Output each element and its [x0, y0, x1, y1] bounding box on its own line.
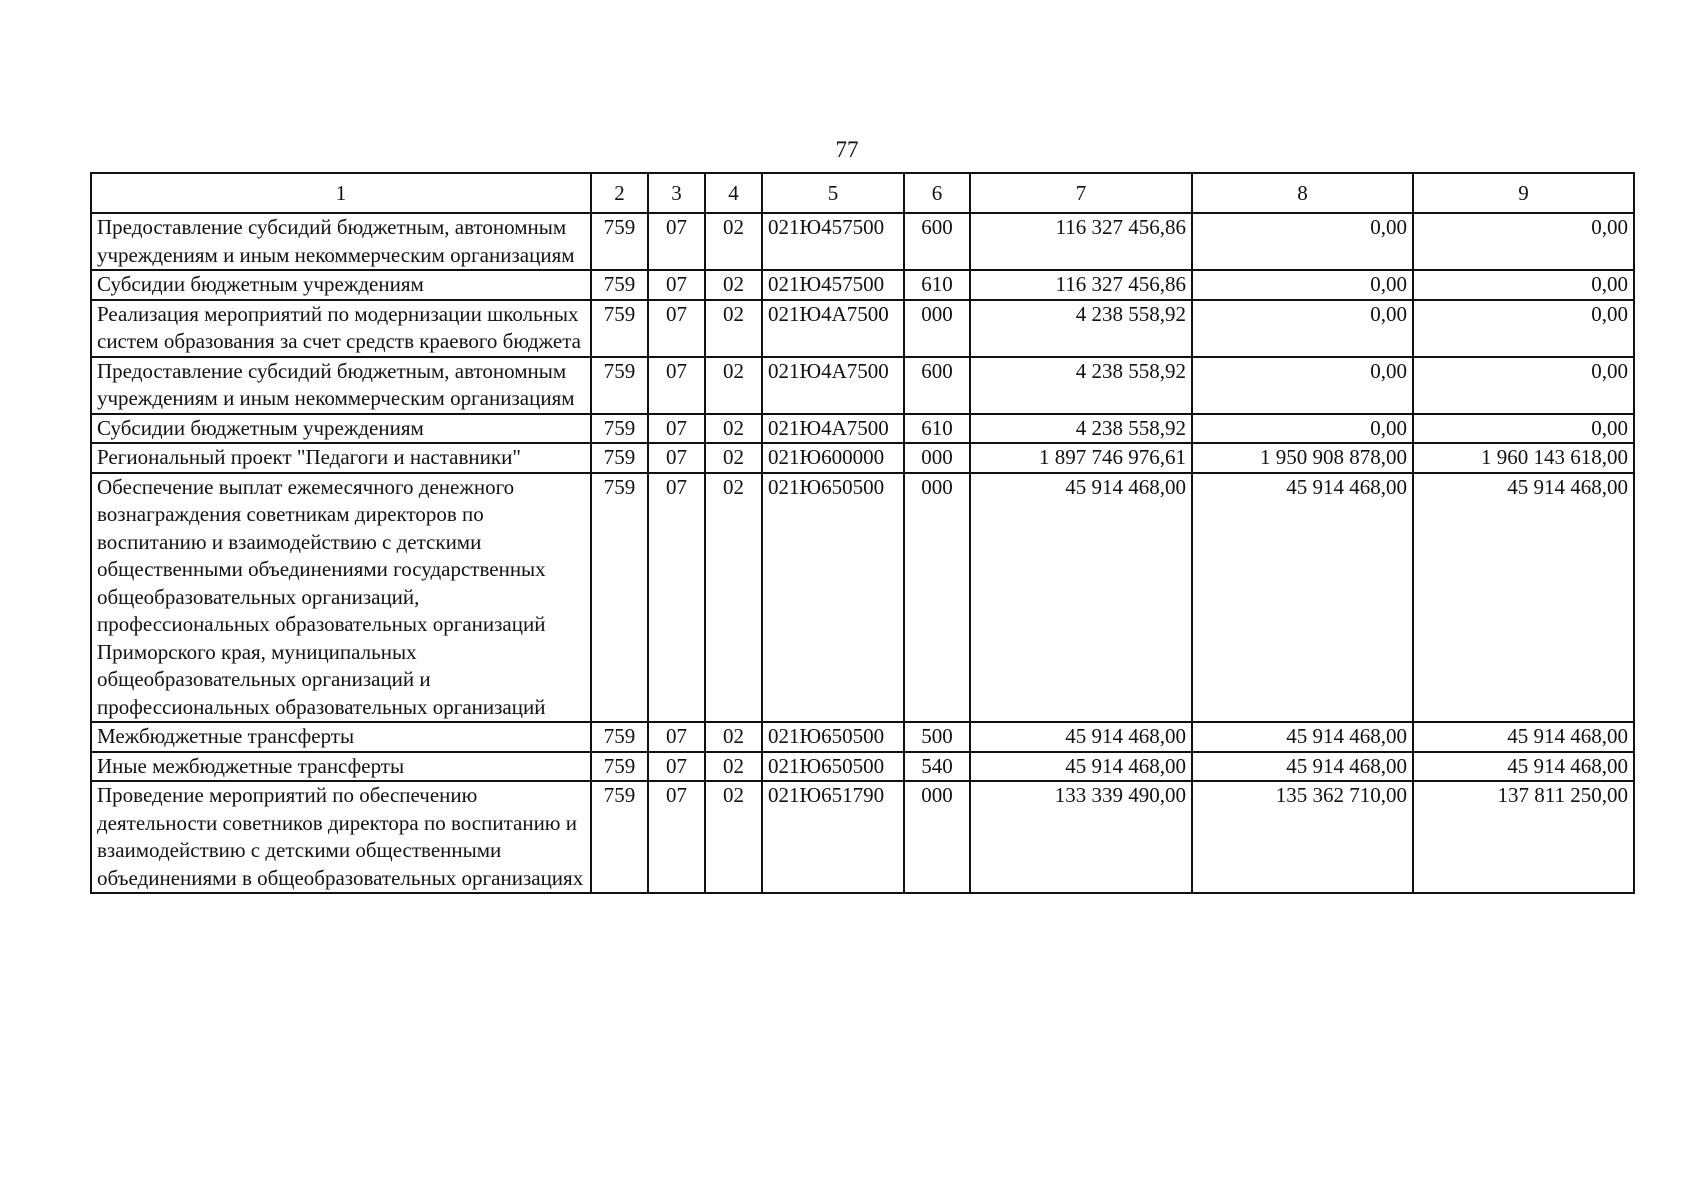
row-target-article: 021Ю600000	[762, 443, 904, 473]
row-amount-col8: 135 362 710,00	[1192, 781, 1413, 893]
row-amount-col8: 1 950 908 878,00	[1192, 443, 1413, 473]
row-expense-type: 540	[904, 752, 970, 782]
header-col-7: 7	[970, 173, 1192, 213]
row-name: Иные межбюджетные трансферты	[91, 752, 591, 782]
row-amount-col8: 0,00	[1192, 414, 1413, 444]
row-amount-col9: 45 914 468,00	[1413, 473, 1634, 723]
row-name: Субсидии бюджетным учреждениям	[91, 414, 591, 444]
row-ministry-code: 759	[591, 473, 648, 723]
row-amount-col9: 0,00	[1413, 270, 1634, 300]
row-expense-type: 000	[904, 473, 970, 723]
table-row	[91, 473, 1634, 723]
header-col-2: 2	[591, 173, 648, 213]
header-col-9: 9	[1413, 173, 1634, 213]
row-amount-col7: 45 914 468,00	[970, 752, 1192, 782]
row-ministry-code: 759	[591, 443, 648, 473]
header-col-3: 3	[648, 173, 705, 213]
row-amount-col9: 45 914 468,00	[1413, 752, 1634, 782]
row-amount-col7: 4 238 558,92	[970, 300, 1192, 357]
table-row	[91, 270, 1634, 300]
row-expense-type: 600	[904, 213, 970, 270]
row-expense-type: 500	[904, 722, 970, 752]
row-amount-col8: 45 914 468,00	[1192, 722, 1413, 752]
row-amount-col9: 0,00	[1413, 213, 1634, 270]
row-section-code: 07	[648, 752, 705, 782]
table-row	[91, 357, 1634, 414]
header-col-8: 8	[1192, 173, 1413, 213]
row-section-code: 07	[648, 473, 705, 723]
row-ministry-code: 759	[591, 213, 648, 270]
row-amount-col7: 1 897 746 976,61	[970, 443, 1192, 473]
row-amount-col7: 116 327 456,86	[970, 270, 1192, 300]
table-header	[91, 173, 1634, 213]
row-amount-col9: 45 914 468,00	[1413, 722, 1634, 752]
row-subsection-code: 02	[705, 414, 762, 444]
row-amount-col8: 45 914 468,00	[1192, 752, 1413, 782]
row-expense-type: 610	[904, 270, 970, 300]
row-amount-col8: 0,00	[1192, 300, 1413, 357]
row-ministry-code: 759	[591, 414, 648, 444]
row-name: Предоставление субсидий бюджетным, автономным учреждениям и иным некоммерческим организациям	[91, 357, 591, 414]
row-amount-col9: 0,00	[1413, 357, 1634, 414]
row-expense-type: 000	[904, 781, 970, 893]
table-row	[91, 752, 1634, 782]
row-ministry-code: 759	[591, 722, 648, 752]
row-expense-type: 000	[904, 300, 970, 357]
row-name: Предоставление субсидий бюджетным, автономным учреждениям и иным некоммерческим организациям	[91, 213, 591, 270]
row-target-article: 021Ю650500	[762, 752, 904, 782]
row-name: Межбюджетные трансферты	[91, 722, 591, 752]
table-body	[91, 213, 1634, 893]
row-subsection-code: 02	[705, 270, 762, 300]
row-target-article: 021Ю4А7500	[762, 300, 904, 357]
table-row	[91, 781, 1634, 893]
row-name: Обеспечение выплат ежемесячного денежного вознаграждения советникам директоров по воспитанию и взаимодействию с детскими общественными объединениями государственных общеобразовательных организаций, профессиональных образовательных организаций Приморского края, муниципальных общеобразовательных организаций и профессиональных образовательных организаций	[91, 473, 591, 723]
header-col-5: 5	[762, 173, 904, 213]
row-ministry-code: 759	[591, 781, 648, 893]
table-row	[91, 213, 1634, 270]
row-amount-col7: 116 327 456,86	[970, 213, 1192, 270]
row-target-article: 021Ю4А7500	[762, 414, 904, 444]
row-amount-col8: 45 914 468,00	[1192, 473, 1413, 723]
row-subsection-code: 02	[705, 357, 762, 414]
header-col-1: 1	[91, 173, 591, 213]
row-amount-col7: 133 339 490,00	[970, 781, 1192, 893]
row-amount-col9: 1 960 143 618,00	[1413, 443, 1634, 473]
row-expense-type: 600	[904, 357, 970, 414]
row-section-code: 07	[648, 414, 705, 444]
row-subsection-code: 02	[705, 752, 762, 782]
row-name: Субсидии бюджетным учреждениям	[91, 270, 591, 300]
row-subsection-code: 02	[705, 443, 762, 473]
row-target-article: 021Ю457500	[762, 213, 904, 270]
row-expense-type: 610	[904, 414, 970, 444]
row-name: Реализация мероприятий по модернизации школьных систем образования за счет средств краевого бюджета	[91, 300, 591, 357]
row-amount-col9: 0,00	[1413, 414, 1634, 444]
row-ministry-code: 759	[591, 300, 648, 357]
row-section-code: 07	[648, 357, 705, 414]
row-subsection-code: 02	[705, 722, 762, 752]
row-amount-col9: 0,00	[1413, 300, 1634, 357]
row-target-article: 021Ю457500	[762, 270, 904, 300]
row-section-code: 07	[648, 722, 705, 752]
header-col-4: 4	[705, 173, 762, 213]
row-amount-col9: 137 811 250,00	[1413, 781, 1634, 893]
header-row	[91, 173, 1634, 213]
row-amount-col8: 0,00	[1192, 213, 1413, 270]
row-amount-col8: 0,00	[1192, 270, 1413, 300]
budget-table	[90, 172, 1635, 894]
table-row	[91, 300, 1634, 357]
row-section-code: 07	[648, 300, 705, 357]
header-col-6: 6	[904, 173, 970, 213]
row-amount-col7: 45 914 468,00	[970, 722, 1192, 752]
row-name: Проведение мероприятий по обеспечению деятельности советников директора по воспитанию и взаимодействию с детскими общественными объединениями в общеобразовательных организациях	[91, 781, 591, 893]
row-section-code: 07	[648, 270, 705, 300]
table-row	[91, 443, 1634, 473]
row-amount-col8: 0,00	[1192, 357, 1413, 414]
row-target-article: 021Ю651790	[762, 781, 904, 893]
row-expense-type: 000	[904, 443, 970, 473]
row-target-article: 021Ю650500	[762, 722, 904, 752]
row-target-article: 021Ю4А7500	[762, 357, 904, 414]
table-row	[91, 722, 1634, 752]
row-subsection-code: 02	[705, 213, 762, 270]
row-ministry-code: 759	[591, 270, 648, 300]
row-target-article: 021Ю650500	[762, 473, 904, 723]
row-subsection-code: 02	[705, 781, 762, 893]
row-amount-col7: 45 914 468,00	[970, 473, 1192, 723]
row-amount-col7: 4 238 558,92	[970, 414, 1192, 444]
row-section-code: 07	[648, 213, 705, 270]
table-row	[91, 414, 1634, 444]
page-number: 77	[835, 137, 859, 162]
row-subsection-code: 02	[705, 473, 762, 723]
row-ministry-code: 759	[591, 357, 648, 414]
row-section-code: 07	[648, 781, 705, 893]
row-amount-col7: 4 238 558,92	[970, 357, 1192, 414]
row-subsection-code: 02	[705, 300, 762, 357]
row-ministry-code: 759	[591, 752, 648, 782]
row-section-code: 07	[648, 443, 705, 473]
row-name: Региональный проект "Педагоги и наставники"	[91, 443, 591, 473]
